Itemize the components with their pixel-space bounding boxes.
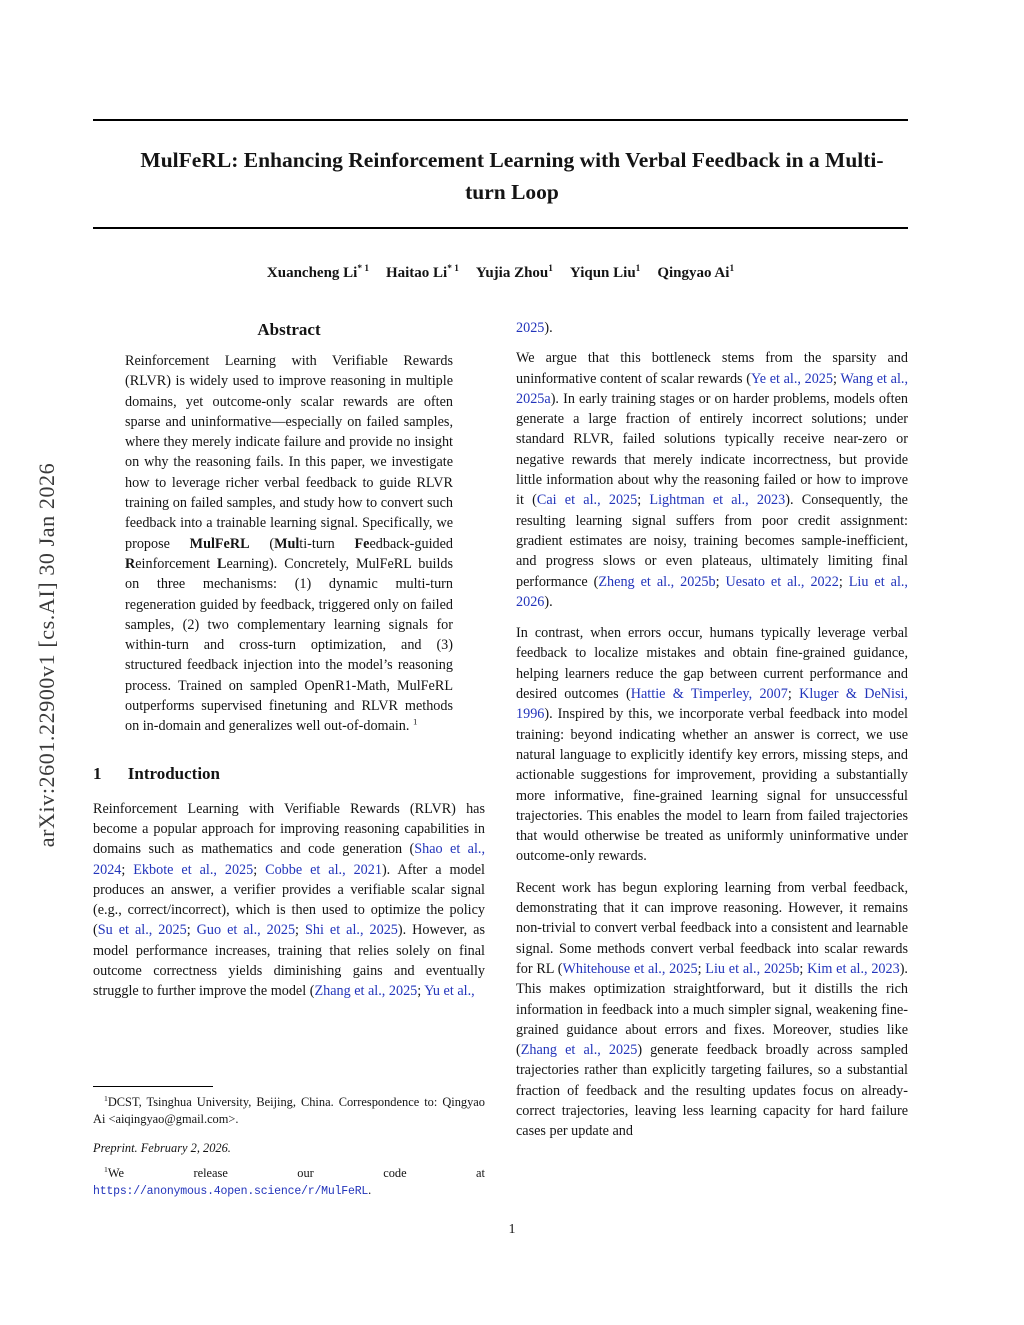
citation-link[interactable]: Zhang et al., 2025 bbox=[520, 1042, 638, 1059]
text-segment: Qingyao Ai bbox=[657, 265, 730, 281]
citation-link[interactable]: Cai et al., 2025 bbox=[536, 492, 638, 509]
citation-link[interactable]: Hattie & Timperley, 2007 bbox=[630, 686, 788, 703]
citation-link[interactable]: Shao et al., 2024 bbox=[93, 841, 485, 878]
text-segment: edback-guided bbox=[369, 535, 453, 552]
text-segment: ). Inspired by this, we incorporate verbal feedback into model training: beyond indicating whether an answer is correct, we use natural language to explicitly identify key errors, missing steps, and actionable suggestions for improvement, providing a substantially more informative, fine-grained learning signal for unsuccessful trajectories. This enables the model to learn from failed trajectories that would otherwise be treated as uniformly uninformative under outcome-only rewards. bbox=[516, 706, 908, 865]
text-segment: Yujia Zhou bbox=[475, 265, 549, 281]
text-segment: Fe bbox=[354, 535, 370, 552]
citation-link[interactable]: Whitehouse et al., 2025 bbox=[562, 960, 698, 977]
text-segment: Preprint. February 2, 2026. bbox=[93, 1140, 231, 1155]
text-segment: * 1 bbox=[357, 264, 369, 274]
citation-link[interactable]: Shi et al., 2025 bbox=[305, 922, 398, 939]
text-segment: Reinforcement Learning with Verifiable Rewards (RLVR) is widely used to improve reasoning in multiple domains, yet outcome-only scalar rewards are often sparse and uninformative—especially on failed samples, where they merely indicate failure and provide no insight on why the reasoning fails. In this paper, we investigate how to leverage richer verbal feedback to guide RLVR training on failed samples, and study how to convert such feedback into a trainable learning signal. Specifically, we propose bbox=[125, 353, 453, 552]
text-segment: . bbox=[368, 1183, 372, 1198]
paragraph bbox=[516, 318, 908, 338]
text-segment: ). Consequently, the resulting learning signal suffers from poor credit assignment: gradient estimates are noisy, training becomes sample-inefficient, and progress slows or even plateaus, ultimately limiting final performance ( bbox=[516, 492, 908, 590]
text-segment: ; bbox=[799, 960, 808, 977]
citation-link[interactable]: Ekbote et al., 2025 bbox=[133, 861, 254, 878]
text-segment: ; bbox=[295, 922, 305, 939]
text-segment: Haitao Li bbox=[385, 265, 448, 281]
two-column-body bbox=[93, 318, 908, 1204]
text-segment: ; bbox=[838, 573, 849, 590]
citation-link[interactable]: Lightman et al., 2023 bbox=[649, 492, 786, 509]
text-segment: ). bbox=[544, 593, 553, 610]
citation-link[interactable]: Zheng et al., 2025b bbox=[598, 573, 716, 590]
author-line bbox=[93, 265, 908, 282]
citation-link[interactable]: Su et al., 2025 bbox=[97, 922, 187, 939]
text-segment: ) generate feedback broadly across sampled trajectories rather than explicitly targeting failures, so a substantial fraction of feedback and the resulting updates focus on already-correct trajectories, leaving less learning capacity for hard failure cases per update and bbox=[516, 1042, 908, 1140]
paragraph bbox=[516, 348, 908, 612]
text-segment: Yiqun Liu bbox=[569, 265, 636, 281]
citation-link[interactable]: Wang et al., 2025a bbox=[516, 370, 908, 407]
text-segment: ; bbox=[417, 983, 425, 1000]
text-segment: ; bbox=[253, 861, 266, 878]
paragraph bbox=[516, 623, 908, 867]
citation-link[interactable]: Uesato et al., 2022 bbox=[725, 573, 839, 590]
text-segment: R bbox=[125, 555, 136, 572]
left-column bbox=[93, 318, 485, 1204]
text-segment: ). However, as model performance increases, training that relies solely on final outcome correctness yields diminishing gains and eventually struggle to further improve the model ( bbox=[93, 922, 485, 1000]
paper-title: MulFeRL: Enhancing Reinforcement Learning with Verbal Feedback in a Multi-turn Loop bbox=[140, 148, 884, 205]
text-segment: ti-turn bbox=[299, 535, 355, 552]
arxiv-watermark-text: arXiv:2601.22900v1 [cs.AI] 30 Jan 2026 bbox=[34, 462, 59, 848]
footnote-block bbox=[93, 1086, 485, 1204]
page-number: 1 bbox=[508, 1222, 516, 1237]
text-segment: ). In early training stages or on harder problems, models often generate a large fraction of entirely incorrect solutions; under standard RLVR, failed solutions typically receive near-zero or negative rewards that merely indicate incorrectness, but provide little information about why the reasoning failed or how to improve it ( bbox=[516, 390, 908, 509]
citation-link[interactable]: Kluger & DeNisi, 1996 bbox=[516, 686, 908, 723]
text-segment: 1 bbox=[635, 264, 641, 274]
text-segment: ; bbox=[833, 370, 841, 387]
title-rule-bottom bbox=[93, 227, 908, 229]
intro-left-paragraphs bbox=[93, 799, 485, 1002]
citation-link[interactable]: Kim et al., 2023 bbox=[807, 960, 900, 977]
text-segment: ; bbox=[697, 960, 706, 977]
section-title: Introduction bbox=[127, 763, 221, 783]
citation-link[interactable]: Yu et al., bbox=[424, 983, 475, 1000]
text-segment: Xuancheng Li bbox=[266, 265, 358, 281]
section-number: 1 bbox=[93, 763, 102, 783]
text-segment: 1 bbox=[104, 1093, 108, 1103]
text-segment: DCST, Tsinghua University, Beijing, China. Correspondence to: Qingyao Ai <aiqingyao@gmail.com>. bbox=[93, 1094, 485, 1126]
text-segment: ; bbox=[121, 861, 134, 878]
text-segment: ; bbox=[787, 686, 800, 703]
citation-link[interactable]: Ye et al., 2025 bbox=[750, 370, 833, 387]
footnote-affiliation bbox=[93, 1094, 485, 1128]
text-segment: MulFeRL bbox=[189, 535, 250, 552]
text-segment: Recent work has begun exploring learning from verbal feedback, demonstrating that it can improve reasoning. However, it remains non-trivial to convert verbal feedback into a consistent and learnable signal. Some methods convert verbal feedback into scalar rewards for RL ( bbox=[516, 879, 908, 977]
citation-link[interactable]: 2025 bbox=[516, 320, 545, 336]
text-segment: 1 bbox=[413, 716, 418, 727]
text-segment: We release our code at bbox=[107, 1166, 485, 1181]
footnote-preprint bbox=[93, 1140, 485, 1157]
text-segment: 1 bbox=[729, 264, 735, 274]
citation-link[interactable]: Liu et al., 2025b bbox=[705, 960, 800, 977]
footnote-rule bbox=[93, 1086, 213, 1087]
code-url-link[interactable]: https://anonymous.4open.science/r/MulFeRL bbox=[93, 1185, 369, 1199]
citation-link[interactable]: Guo et al., 2025 bbox=[196, 922, 296, 939]
right-column bbox=[516, 318, 908, 1204]
title-rule-top bbox=[93, 119, 908, 121]
text-segment: In contrast, when errors occur, humans typically leverage verbal feedback to localize mistakes and obtain fine-grained guidance, helping learners reduce the gap between current performance and desired outcomes ( bbox=[516, 625, 908, 703]
text-segment: 1 bbox=[104, 1165, 108, 1175]
text-segment: We argue that this bottleneck stems from the sparsity and uninformative content of scalar rewards ( bbox=[516, 350, 908, 387]
text-segment: L bbox=[217, 555, 227, 572]
text-segment: * 1 bbox=[447, 264, 459, 274]
citation-link[interactable]: Zhang et al., 2025 bbox=[314, 983, 418, 1000]
paragraph bbox=[516, 878, 908, 1142]
text-segment: einforcement bbox=[135, 555, 217, 572]
text-segment: ). After a model produces an answer, a verifier provides a verifiable scalar signal (e.g., correct/incorrect), which is then used to optimize the policy ( bbox=[93, 861, 485, 939]
text-segment: ; bbox=[637, 492, 650, 509]
text-segment: ). bbox=[544, 320, 553, 336]
text-segment: earning). Concretely, MulFeRL builds on three mechanisms: (1) dynamic multi-turn regeneration guided by feedback, triggered only on failed samples, (2) two complementary learning signals for within-turn and cross-turn optimization, and (3) structured feedback injection into the model’s reasoning process. Trained on sampled OpenR1-Math, MulFeRL outperforms supervised finetuning and RLVR methods on in-domain and generalizes well out-of-domain. bbox=[125, 555, 453, 735]
text-segment: ( bbox=[249, 535, 275, 552]
text-segment: Reinforcement Learning with Verifiable Rewards (RLVR) has become a popular approach for improving reasoning capabilities in domains such as mathematics and code generation ( bbox=[93, 800, 485, 858]
text-segment: ; bbox=[186, 922, 197, 939]
section-heading-introduction bbox=[93, 764, 485, 784]
abstract-heading: Abstract bbox=[257, 320, 321, 339]
footnote-code bbox=[93, 1165, 485, 1200]
citation-link[interactable]: Cobbe et al., 2021 bbox=[265, 861, 382, 878]
abstract-text bbox=[125, 351, 453, 737]
paragraph bbox=[93, 799, 485, 1002]
text-segment: ; bbox=[715, 573, 726, 590]
text-segment: ). This makes optimization straightforward, but it distills the rich information in feedback into a much simpler signal, weakening fine-grained guidance about errors and fixes. Moreover, studies like ( bbox=[516, 960, 908, 1059]
citation-link[interactable]: Liu et al., 2026 bbox=[516, 573, 908, 610]
text-segment: 1 bbox=[548, 264, 553, 274]
text-segment: Mul bbox=[274, 535, 300, 552]
